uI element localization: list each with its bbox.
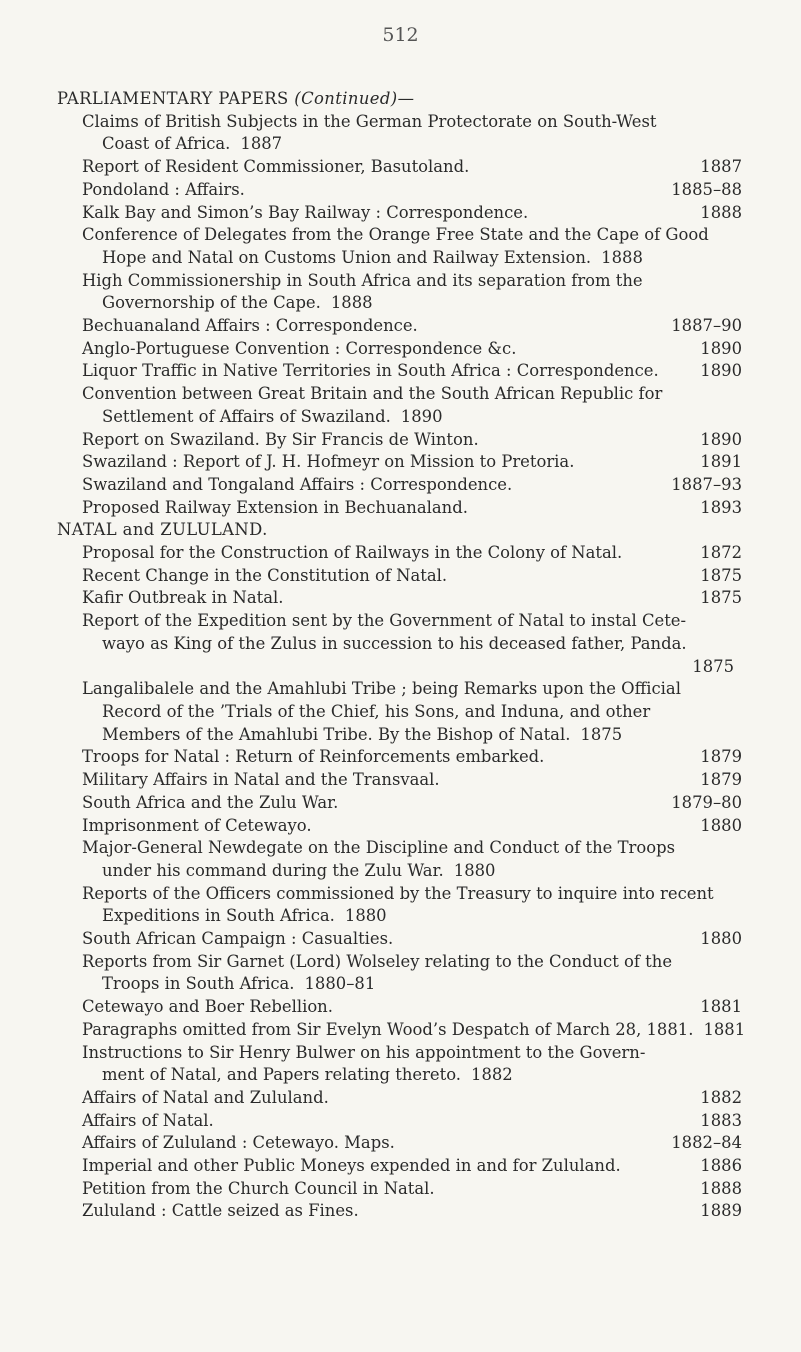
entry-date: 1883	[700, 1110, 742, 1130]
entry-title: Cetewayo and Boer Rebellion.	[82, 997, 333, 1017]
document-entry	[82, 542, 742, 565]
entry-line	[82, 202, 742, 225]
entry-title-continuation: Record of the ’Trials of the Chief, his Sons, and Induna, and other	[102, 701, 651, 721]
entry-date: 1879	[700, 747, 742, 767]
entry-date: 1881	[703, 1019, 746, 1039]
entry-date: 1880	[453, 860, 496, 880]
entry-title: Major-General Newdegate on the Discipline and Conduct of the Troops	[82, 838, 675, 858]
document-entry	[82, 610, 742, 678]
document-entry	[82, 1178, 742, 1201]
entry-title: Reports from Sir Garnet (Lord) Wolseley relating to the Conduct of the	[82, 951, 673, 971]
document-entry	[82, 1155, 742, 1178]
entry-line	[82, 1155, 742, 1178]
document-entry	[82, 338, 742, 361]
entry-title: Imprisonment of Cetewayo.	[82, 815, 312, 835]
document-entry	[82, 996, 742, 1019]
entry-title: Convention between Great Britain and the South African Republic for	[82, 384, 663, 404]
entry-date: 1875	[580, 724, 623, 744]
entry-date: 1887	[240, 134, 283, 154]
document-entry	[82, 429, 742, 452]
entry-title: Bechuanaland Affairs : Correspondence.	[82, 316, 418, 336]
entry-title: Affairs of Natal and Zululand.	[82, 1087, 329, 1107]
section-title-text: NATAL and ZULULAND.	[57, 520, 268, 540]
entry-date: 1885–88	[671, 179, 742, 199]
entry-date: 1890	[700, 429, 742, 449]
entry-date: 1887	[700, 157, 742, 177]
entry-date: 1888	[700, 1178, 742, 1198]
document-entry	[82, 202, 742, 225]
entry-date: 1886	[700, 1156, 742, 1176]
entry-date: 1887–93	[671, 474, 742, 494]
document-entry	[82, 156, 742, 179]
entry-title: Military Affairs in Natal and the Transvaal.	[82, 770, 440, 790]
entry-line	[82, 996, 742, 1019]
entry-line	[82, 292, 742, 315]
document-entry	[82, 497, 742, 520]
entry-title-continuation: wayo as King of the Zulus in succession to his deceased father, Panda.	[102, 633, 687, 653]
entry-line	[82, 1019, 746, 1042]
document-entry	[82, 837, 742, 882]
entry-line	[82, 928, 742, 951]
entry-line	[82, 1110, 742, 1133]
entry-title: Petition from the Church Council in Natal.	[82, 1178, 435, 1198]
entry-line	[82, 1200, 742, 1223]
document-entry	[82, 383, 742, 428]
entry-title: Proposal for the Construction of Railways in the Colony of Natal.	[82, 543, 623, 563]
entry-line	[82, 315, 742, 338]
entry-date: 1880	[344, 906, 387, 926]
entry-line	[82, 406, 742, 429]
entry-line	[82, 1064, 742, 1087]
document-entry	[82, 360, 742, 383]
entry-date: 1889	[700, 1201, 742, 1221]
entry-line	[82, 1178, 742, 1201]
entry-date: 1882	[471, 1065, 513, 1085]
document-entry	[82, 1019, 746, 1042]
document-entry	[82, 883, 742, 928]
entry-title: Expeditions in South Africa.	[102, 906, 335, 926]
entry-line	[82, 565, 742, 588]
entry-line	[82, 1132, 742, 1155]
entry-title: Report of the Expedition sent by the Government of Natal to instal Cete-	[82, 611, 687, 631]
entry-title: Pondoland : Affairs.	[82, 179, 245, 199]
section-continued-note: (Continued)—	[294, 89, 415, 108]
section-title	[57, 519, 742, 542]
entry-date: 1893	[700, 497, 742, 517]
entry-title: Kalk Bay and Simon’s Bay Railway : Correspondence.	[82, 202, 529, 222]
entry-date: 1875	[700, 565, 742, 585]
entry-line	[82, 860, 742, 883]
entry-line	[82, 746, 742, 769]
entry-title: Troops in South Africa.	[102, 974, 295, 994]
entry-date: 1890	[400, 406, 443, 426]
page-number: 512	[382, 24, 419, 46]
entry-title: Affairs of Zululand : Cetewayo. Maps.	[82, 1133, 395, 1153]
entry-line	[82, 156, 742, 179]
entry-title: Governorship of the Cape.	[102, 293, 321, 313]
entry-title: High Commissionership in South Africa and its separation from the	[82, 270, 643, 290]
entry-date: 1880	[700, 815, 742, 835]
entry-line	[82, 792, 742, 815]
entry-title: Proposed Railway Extension in Bechuanaland.	[82, 497, 468, 517]
document-entry	[82, 474, 742, 497]
entry-title: ment of Natal, and Papers relating thereto.	[102, 1065, 462, 1085]
entry-title: Affairs of Natal.	[82, 1110, 214, 1130]
section-title	[57, 88, 742, 111]
entry-line	[82, 474, 742, 497]
document-entry	[82, 270, 742, 315]
entry-title: Hope and Natal on Customs Union and Railway Extension.	[102, 247, 592, 267]
entry-date: 1890	[700, 361, 742, 381]
entry-line	[82, 451, 742, 474]
entry-title: Reports of the Officers commissioned by the Treasury to inquire into recent	[82, 883, 714, 903]
entry-line	[82, 179, 742, 202]
entry-title: Swaziland : Report of J. H. Hofmeyr on Mission to Pretoria.	[82, 452, 575, 472]
entry-line	[82, 1087, 742, 1110]
document-entry	[82, 1132, 742, 1155]
entry-title: South African Campaign : Casualties.	[82, 929, 394, 949]
document-entry	[82, 224, 742, 269]
entry-title: Kafir Outbreak in Natal.	[82, 588, 284, 608]
document-entry	[82, 587, 742, 610]
entry-line	[82, 724, 742, 747]
document-entry	[82, 451, 742, 474]
entry-title: under his command during the Zulu War.	[102, 860, 444, 880]
entry-date: 1888	[700, 202, 742, 222]
entry-line	[82, 133, 742, 156]
entry-date: 1882–84	[671, 1133, 742, 1153]
entry-title: Imperial and other Public Moneys expended in and for Zululand.	[82, 1156, 621, 1176]
entry-line	[82, 542, 742, 565]
section-title-text: PARLIAMENTARY PAPERS	[57, 89, 289, 108]
entry-line	[82, 973, 742, 996]
document-entry	[82, 769, 742, 792]
entry-date: 1890	[700, 338, 742, 358]
document-entry	[82, 928, 742, 951]
entry-line	[82, 769, 742, 792]
document-entry	[82, 111, 742, 156]
document-entry	[82, 792, 742, 815]
entry-line	[82, 429, 742, 452]
entry-line	[82, 497, 742, 520]
entry-line	[82, 338, 742, 361]
entry-date: 1881	[700, 997, 742, 1017]
entry-line	[82, 360, 742, 383]
entry-title: Anglo-Portuguese Convention : Correspondence &c.	[82, 338, 517, 358]
entry-date: 1880–81	[304, 974, 376, 994]
entry-date: 1872	[700, 543, 742, 563]
entry-date: 1879–80	[671, 792, 742, 812]
entry-title: Settlement of Affairs of Swaziland.	[102, 406, 391, 426]
entry-title: Instructions to Sir Henry Bulwer on his appointment to the Govern-	[82, 1042, 646, 1062]
entry-title: Paragraphs omitted from Sir Evelyn Wood’s Despatch of March 28, 1881.	[82, 1019, 694, 1039]
entry-title: Recent Change in the Constitution of Natal.	[82, 565, 448, 585]
entry-title: South Africa and the Zulu War.	[82, 792, 339, 812]
entry-date: 1888	[330, 293, 373, 313]
document-entry	[82, 815, 742, 838]
entry-date: 1875	[700, 588, 742, 608]
entry-date: 1891	[700, 452, 742, 472]
entry-title: Swaziland and Tongaland Affairs : Correspondence.	[82, 474, 513, 494]
document-body	[57, 88, 746, 1223]
entry-title: Liquor Traffic in Native Territories in South Africa : Correspondence.	[82, 361, 659, 381]
entry-title: Conference of Delegates from the Orange Free State and the Cape of Good	[82, 225, 709, 245]
entry-date: 1887–90	[671, 316, 742, 336]
document-entry	[82, 678, 742, 746]
entry-date: 1875	[692, 656, 734, 676]
entry-line	[82, 587, 742, 610]
document-entry	[82, 746, 742, 769]
document-entry	[82, 1087, 742, 1110]
document-entry	[82, 179, 742, 202]
document-entry	[82, 1110, 742, 1133]
entry-date: 1888	[601, 247, 643, 267]
entry-title: Report of Resident Commissioner, Basutoland.	[82, 157, 470, 177]
document-entry	[82, 315, 742, 338]
entry-line	[82, 815, 742, 838]
entry-title: Claims of British Subjects in the German Protectorate on South-West	[82, 111, 657, 131]
entry-title: Langalibalele and the Amahlubi Tribe ; being Remarks upon the Official	[82, 679, 681, 699]
entry-title: Report on Swaziland. By Sir Francis de Winton.	[82, 429, 479, 449]
entry-line	[82, 905, 742, 928]
entry-line	[82, 247, 742, 270]
document-entry	[82, 1200, 742, 1223]
entry-date: 1882	[700, 1087, 742, 1107]
document-entry	[82, 951, 742, 996]
document-entry	[82, 1042, 742, 1087]
entry-date: 1880	[700, 929, 742, 949]
entry-title: Troops for Natal : Return of Reinforcements embarked.	[82, 747, 545, 767]
entry-title: Members of the Amahlubi Tribe. By the Bishop of Natal.	[102, 724, 571, 744]
document-entry	[82, 565, 742, 588]
entry-date: 1879	[700, 770, 742, 790]
entry-title: Coast of Africa.	[102, 134, 231, 154]
entry-title: Zululand : Cattle seized as Fines.	[82, 1201, 359, 1221]
